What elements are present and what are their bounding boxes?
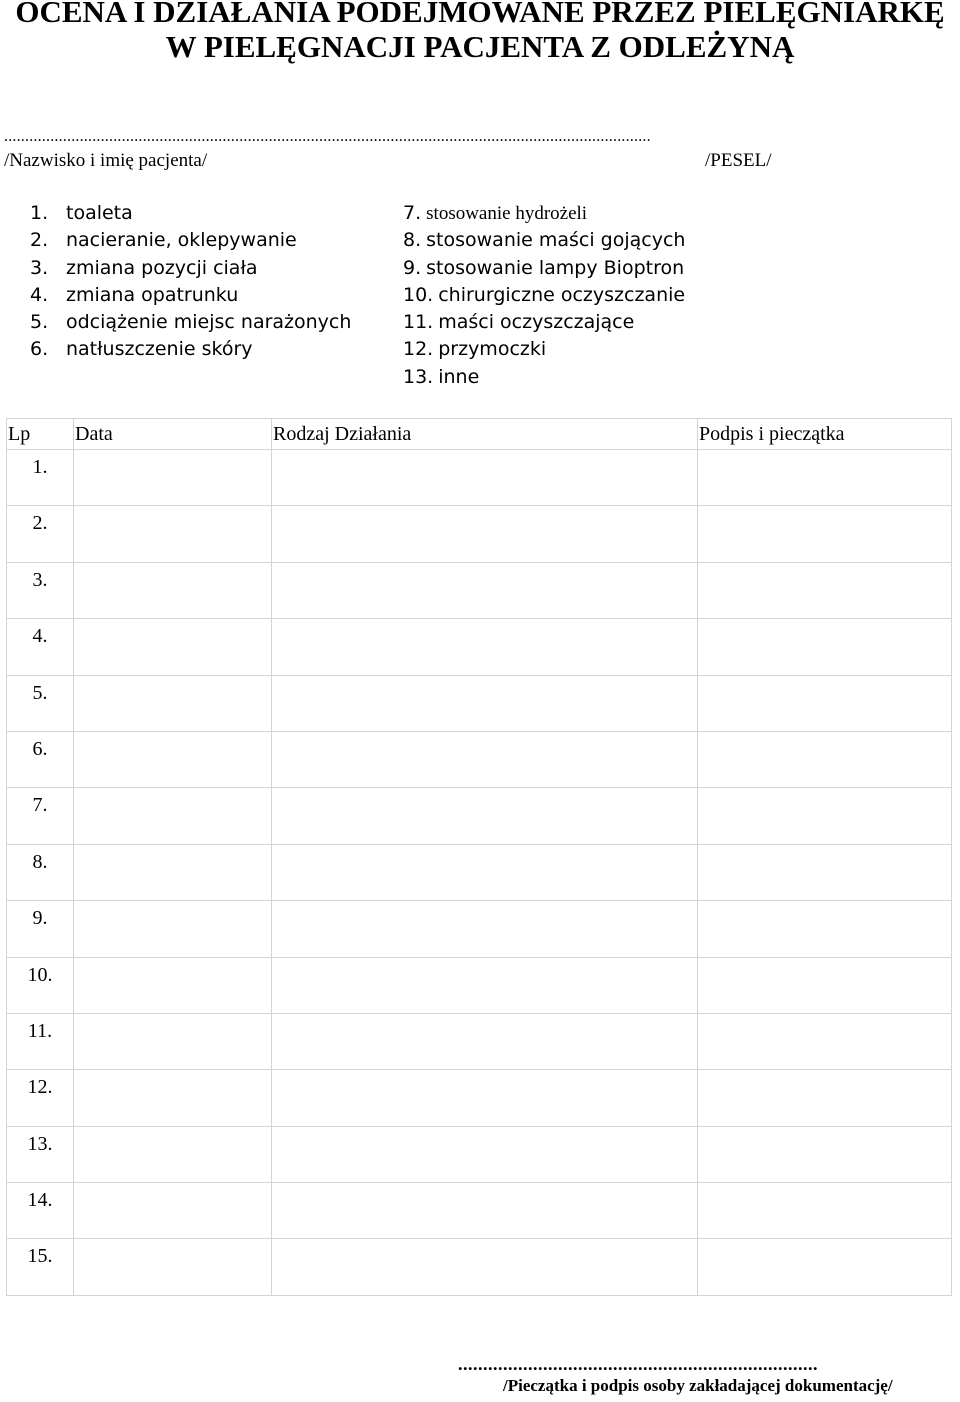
cell-rodzaj-dzialania[interactable] xyxy=(272,1126,698,1182)
table-row xyxy=(7,619,952,675)
table-header-row xyxy=(7,419,952,450)
cell-lp: 4. xyxy=(7,619,74,675)
header-data: Data xyxy=(74,419,272,450)
list-item xyxy=(30,336,351,363)
table-row xyxy=(7,788,952,844)
list-item xyxy=(403,282,685,309)
list-item-text: nacieranie, oklepywanie xyxy=(66,229,297,252)
cell-data[interactable] xyxy=(74,562,272,618)
document-title-line1: OCENA I DZIAŁANIA PODEJMOWANE PRZEZ PIELĘGNIARKĘ xyxy=(15,0,945,29)
patient-name-label: /Nazwisko i imię pacjenta/ xyxy=(4,150,208,171)
table-row xyxy=(7,844,952,900)
table-row xyxy=(7,1070,952,1126)
header-lp: Lp xyxy=(7,419,74,450)
cell-data[interactable] xyxy=(74,619,272,675)
list-item-number: 4. xyxy=(30,283,49,306)
cell-lp: 2. xyxy=(7,506,74,562)
cell-data[interactable] xyxy=(74,957,272,1013)
list-item-number: 1. xyxy=(30,202,49,224)
list-item xyxy=(30,255,351,282)
cell-lp: 12. xyxy=(7,1070,74,1126)
cell-podpis[interactable] xyxy=(698,1183,952,1239)
cell-rodzaj-dzialania[interactable] xyxy=(272,1013,698,1069)
list-item-number: 7. xyxy=(403,202,422,224)
cell-podpis[interactable] xyxy=(698,450,952,506)
patient-name-line: .......................................................................................................................................................... xyxy=(4,128,651,145)
cell-rodzaj-dzialania[interactable] xyxy=(272,1183,698,1239)
cell-rodzaj-dzialania[interactable] xyxy=(272,450,698,506)
cell-podpis[interactable] xyxy=(698,1013,952,1069)
list-item-text: zmiana opatrunku xyxy=(66,283,239,306)
cell-lp: 6. xyxy=(7,731,74,787)
list-item xyxy=(403,255,685,282)
cell-podpis[interactable] xyxy=(698,844,952,900)
actions-table xyxy=(6,418,952,1296)
cell-data[interactable] xyxy=(74,844,272,900)
cell-rodzaj-dzialania[interactable] xyxy=(272,901,698,957)
list-item-number: 11. xyxy=(403,311,434,334)
cell-podpis[interactable] xyxy=(698,675,952,731)
table-row xyxy=(7,450,952,506)
cell-rodzaj-dzialania[interactable] xyxy=(272,788,698,844)
signature-line: ........................................................................ xyxy=(458,1354,818,1374)
cell-rodzaj-dzialania[interactable] xyxy=(272,844,698,900)
cell-lp: 10. xyxy=(7,957,74,1013)
cell-data[interactable] xyxy=(74,1013,272,1069)
cell-data[interactable] xyxy=(74,506,272,562)
cell-data[interactable] xyxy=(74,731,272,787)
cell-lp: 8. xyxy=(7,844,74,900)
cell-lp: 15. xyxy=(7,1239,74,1295)
cell-rodzaj-dzialania[interactable] xyxy=(272,675,698,731)
cell-lp: 13. xyxy=(7,1126,74,1182)
cell-rodzaj-dzialania[interactable] xyxy=(272,1070,698,1126)
list-item xyxy=(30,227,351,254)
cell-rodzaj-dzialania[interactable] xyxy=(272,1239,698,1295)
cell-podpis[interactable] xyxy=(698,1126,952,1182)
cell-lp: 11. xyxy=(7,1013,74,1069)
cell-podpis[interactable] xyxy=(698,788,952,844)
cell-data[interactable] xyxy=(74,450,272,506)
list-item-number: 8. xyxy=(403,229,422,252)
list-item xyxy=(403,336,685,363)
table-row xyxy=(7,1013,952,1069)
cell-lp: 5. xyxy=(7,675,74,731)
table-row xyxy=(7,675,952,731)
list-item-number: 13. xyxy=(403,365,434,388)
actions-list-left xyxy=(30,200,351,364)
list-item xyxy=(30,282,351,309)
cell-data[interactable] xyxy=(74,788,272,844)
pesel-label: /PESEL/ xyxy=(705,150,772,171)
list-item-number: 5. xyxy=(30,311,49,334)
cell-podpis[interactable] xyxy=(698,562,952,618)
table-row xyxy=(7,1239,952,1295)
cell-data[interactable] xyxy=(74,901,272,957)
cell-data[interactable] xyxy=(74,1239,272,1295)
list-item-number: 6. xyxy=(30,338,49,361)
cell-lp: 9. xyxy=(7,901,74,957)
list-item xyxy=(403,227,685,254)
cell-podpis[interactable] xyxy=(698,1239,952,1295)
cell-rodzaj-dzialania[interactable] xyxy=(272,562,698,618)
table-row xyxy=(7,506,952,562)
list-item-text: natłuszczenie skóry xyxy=(66,338,253,361)
cell-lp: 7. xyxy=(7,788,74,844)
cell-rodzaj-dzialania[interactable] xyxy=(272,957,698,1013)
cell-lp: 3. xyxy=(7,562,74,618)
list-item-text: stosowanie hydrożeli xyxy=(426,203,588,224)
list-item-text: przymoczki xyxy=(438,338,547,361)
cell-lp: 14. xyxy=(7,1183,74,1239)
header-rodzaj-dzialania: Rodzaj Działania xyxy=(272,419,698,450)
cell-data[interactable] xyxy=(74,1070,272,1126)
table-row xyxy=(7,1183,952,1239)
document-title-line2: W PIELĘGNACJI PACJENTA Z ODLEŻYNĄ xyxy=(165,29,795,64)
cell-podpis[interactable] xyxy=(698,506,952,562)
table-row xyxy=(7,957,952,1013)
cell-rodzaj-dzialania[interactable] xyxy=(272,506,698,562)
header-podpis: Podpis i pieczątka xyxy=(698,419,952,450)
list-item-number: 10. xyxy=(403,283,434,306)
list-item xyxy=(403,200,685,227)
list-item-text: stosowanie maści gojących xyxy=(426,229,686,252)
list-item-number: 3. xyxy=(30,256,49,279)
signature-label: /Pieczątka i podpis osoby zakładającej dokumentację/ xyxy=(503,1376,893,1395)
table-row xyxy=(7,562,952,618)
cell-rodzaj-dzialania[interactable] xyxy=(272,619,698,675)
cell-data[interactable] xyxy=(74,1126,272,1182)
cell-podpis[interactable] xyxy=(698,619,952,675)
list-item-text: chirurgiczne oczyszczanie xyxy=(438,283,686,306)
list-item-number: 9. xyxy=(403,256,422,279)
list-item-text: odciążenie miejsc narażonych xyxy=(66,311,352,334)
list-item xyxy=(403,364,685,391)
list-item-text: toaleta xyxy=(66,202,133,224)
table-row xyxy=(7,901,952,957)
list-item-number: 12. xyxy=(403,338,434,361)
list-item-text: zmiana pozycji ciała xyxy=(66,256,258,279)
list-item xyxy=(403,309,685,336)
cell-data[interactable] xyxy=(74,1183,272,1239)
actions-list-right xyxy=(403,200,685,391)
cell-lp: 1. xyxy=(7,450,74,506)
cell-podpis[interactable] xyxy=(698,1070,952,1126)
list-item xyxy=(30,309,351,336)
cell-podpis[interactable] xyxy=(698,957,952,1013)
cell-podpis[interactable] xyxy=(698,901,952,957)
cell-rodzaj-dzialania[interactable] xyxy=(272,731,698,787)
list-item-text: inne xyxy=(438,365,480,388)
table-row xyxy=(7,731,952,787)
cell-podpis[interactable] xyxy=(698,731,952,787)
list-item-text: maści oczyszczające xyxy=(438,311,635,334)
list-item-text: stosowanie lampy Bioptron xyxy=(426,256,685,279)
cell-data[interactable] xyxy=(74,675,272,731)
list-item-number: 2. xyxy=(30,229,49,252)
list-item xyxy=(30,200,351,227)
table-row xyxy=(7,1126,952,1182)
